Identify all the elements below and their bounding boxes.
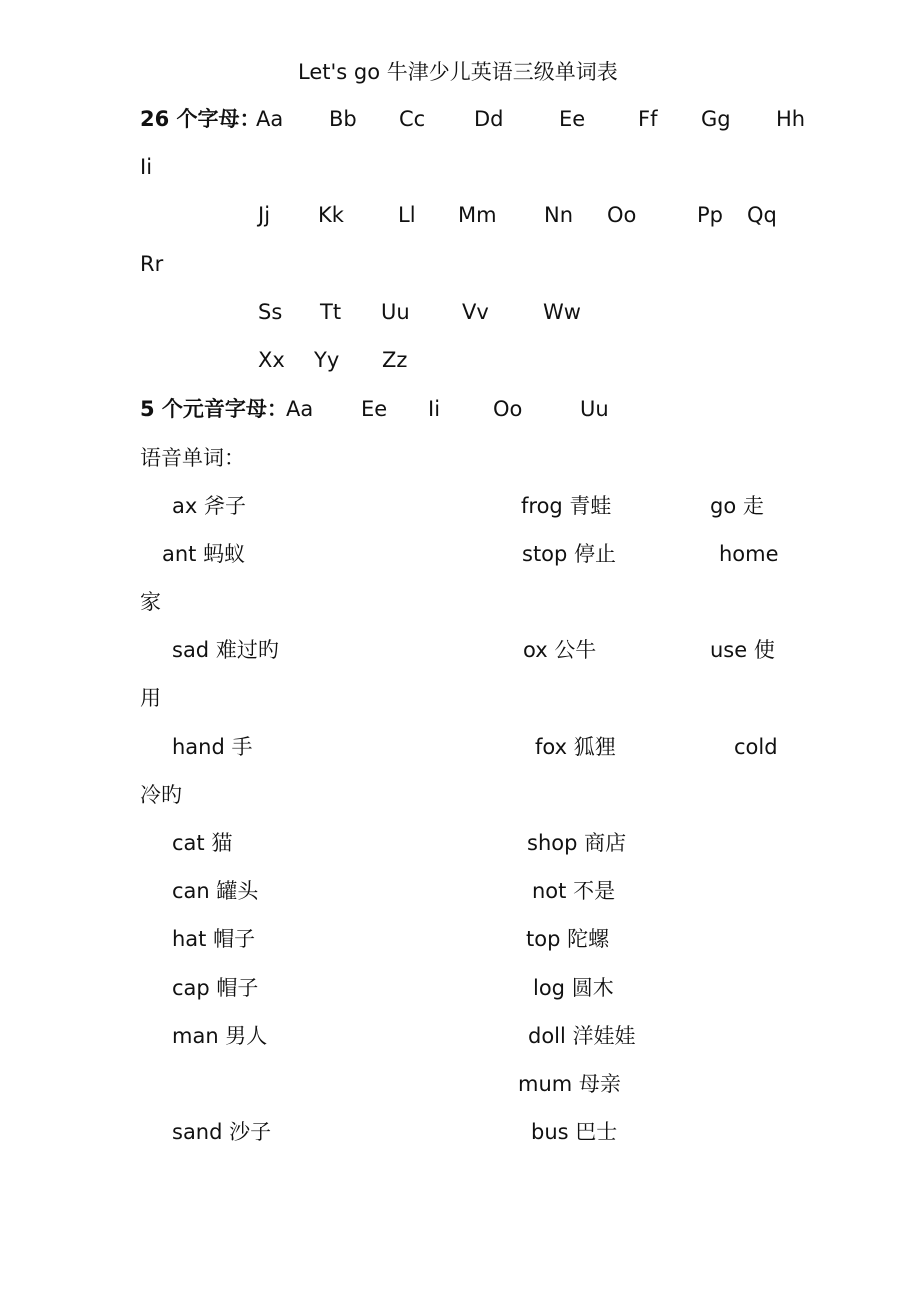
word-entry: hat 帽子 [172,927,256,951]
letter: Ii [140,155,153,179]
letter: Pp [697,203,723,227]
word-entry: log 圆木 [533,976,614,1000]
word-entry: ant 蚂蚁 [162,542,246,566]
word-entry: bus 巴士 [531,1120,618,1144]
letter: Uu [381,300,410,324]
alphabet-label: 26 个字母： [140,107,261,131]
vowel-letter: Uu [580,397,609,421]
letter: Ll [398,203,416,227]
letter: Ff [638,107,658,131]
letter: Bb [329,107,357,131]
word-entry: fox 狐狸 [535,735,616,759]
word-entry: use 使 [710,638,775,662]
phonics-label: 语音单词： [140,446,245,470]
letter: Aa [256,107,284,131]
word-entry: ox 公牛 [523,638,597,662]
letter: Nn [544,203,574,227]
letter: Hh [776,107,806,131]
word-wrap: 用 [140,686,161,710]
letter: Gg [701,107,731,131]
letter: Ww [543,300,581,324]
letter: Yy [314,348,340,372]
letter: Mm [458,203,497,227]
word-entry: cold [734,735,778,759]
letter: Qq [747,203,777,227]
word-entry: cat 猫 [172,831,233,855]
word-entry: home [719,542,779,566]
word-wrap: 冷旳 [140,783,182,807]
letter: Rr [140,252,164,276]
word-entry: hand 手 [172,735,253,759]
letter: Tt [320,300,342,324]
letter: Oo [607,203,637,227]
word-entry: not 不是 [532,879,616,903]
letter: Dd [474,107,504,131]
word-entry: doll 洋娃娃 [528,1024,636,1048]
letter: Zz [382,348,408,372]
vowel-letter: Aa [286,397,314,421]
letter: Jj [258,203,271,227]
word-wrap: 家 [140,590,161,614]
letter: Vv [462,300,489,324]
word-entry: sand 沙子 [172,1120,272,1144]
vowel-letter: Ii [428,397,441,421]
word-entry: top 陀螺 [526,927,610,951]
word-entry: stop 停止 [522,542,617,566]
word-entry: man 男人 [172,1024,268,1048]
word-entry: ax 斧子 [172,494,246,518]
word-entry: sad 难过旳 [172,638,279,662]
word-entry: shop 商店 [527,831,627,855]
page-title: Let's go 牛津少儿英语三级单词表 [298,60,618,84]
word-entry: can 罐头 [172,879,259,903]
letter: Cc [399,107,426,131]
letter: Xx [258,348,285,372]
vowel-letter: Oo [493,397,523,421]
word-entry: frog 青蛙 [521,494,612,518]
letter: Kk [318,203,344,227]
vowel-letter: Ee [361,397,388,421]
letter: Ss [258,300,283,324]
word-entry: cap 帽子 [172,976,259,1000]
letter: Ee [559,107,586,131]
word-entry: go 走 [710,494,764,518]
vowels-label: 5 个元音字母： [140,397,288,421]
word-entry: mum 母亲 [518,1072,621,1096]
